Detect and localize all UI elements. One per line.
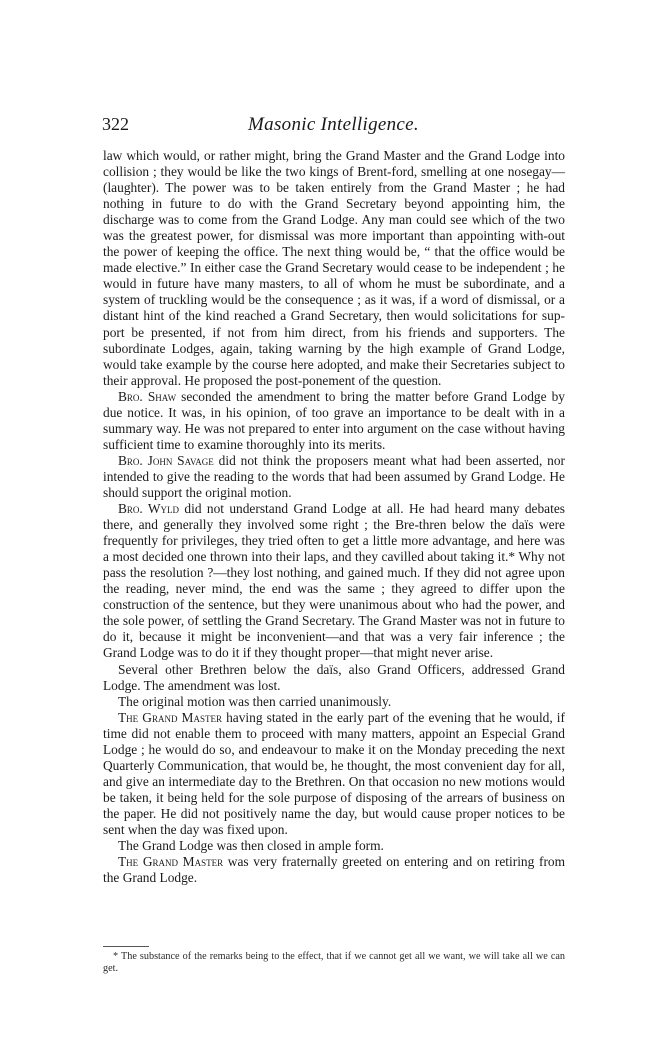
paragraph-text: did not think the proposers meant what had been asserted, nor intended to give the reading to the words that had been assumed by Grand Lodge. He should support the original motion. — [103, 452, 565, 500]
paragraph-text: having stated in the early part of the evening that he would, if time did not enable them to proceed with many matters, appoint an Especial Grand Lodge ; he would do so, and endeavour to make it on the Monday preceding the next Quarterly Communication, that would be, he thought, the most convenient day for all, and give an intermediate day to the Brethren. On that occasion no new motions would be taken, it being held for the sole purpose of disposing of the arrears of business on the paper. He did not positively name the day, but would cause proper notices to be sent when the day was fixed upon. — [103, 709, 565, 837]
paragraph-text: Several other Brethren below the daïs, also Grand Officers, addressed Grand Lodge. The amendment was lost. — [103, 661, 565, 693]
speaker-name: Bro. Wyld — [118, 501, 180, 517]
speaker-name: The Grand Master — [118, 854, 224, 870]
paragraph — [103, 389, 565, 453]
speaker-name: The Grand Master — [118, 709, 222, 725]
footnote — [103, 951, 565, 974]
footnote-text: * The substance of the remarks being to the effect, that if we cannot get all we want, we will take all we can get. — [103, 951, 565, 974]
paragraph — [103, 694, 565, 710]
speaker-name: Bro. Shaw — [118, 388, 177, 404]
paragraph-text: law which would, or rather might, bring the Grand Master and the Grand Lodge into collision ; they would be like the two kings of Brent-ford, smelling at one nosegay—(laughter). The power was to be taken entirely from the Grand Master ; he had nothing in future to do with the Grand Secretary beyond appointing him, the discharge was to come from the Grand Lodge. Any man could see which of the two was the greatest power, for dismissal was more important than appointing with-out the power of keeping the office. The next thing would be, “ that the office would be made elective.” In either case the Grand Secretary would cease to be independent ; he would in future have many masters, to all of whom he must be subordinate, and a system of truckling would be the consequence ; as it was, if a word of dismissal, or a distant hint of the kind reached a Grand Secretary, then would solicitations for sup-port be presented, if not from him direct, from his friends and supporters. The subordinate Lodges, again, taking warning by the high example of Grand Lodge, would take example by the course here adopted, and make their Secretaries subject to their approval. He proposed the post-ponement of the question. — [103, 148, 565, 388]
paragraph-text: The original motion was then carried unanimously. — [118, 693, 392, 709]
page-number: 322 — [102, 114, 129, 134]
paragraph — [103, 148, 565, 389]
paragraph-text: was very fraternally greeted on entering and on retiring from the Grand Lodge. — [103, 854, 566, 886]
page-header — [102, 114, 565, 138]
paragraph — [103, 453, 565, 501]
paragraph — [103, 838, 565, 854]
paragraph-text: seconded the amendment to bring the matter before Grand Lodge by due notice. It was, in his opinion, of too grave an importance to be dealt with in a summary way. He was not prepared to enter into argument on the case without having sufficient time to examine thoroughly into its merits. — [103, 388, 565, 452]
article-body — [103, 148, 565, 886]
running-title: Masonic Intelligence. — [248, 114, 419, 135]
paragraph-text: did not understand Grand Lodge at all. He had heard many debates there, and generally they involved some right ; the Bre-thren below the daïs were frequently for privileges, they tried often to get a little more advantage, and here was a most decided one thrown into their laps, and they cavilled about taking it.* Why not pass the resolution ?—they lost nothing, and gained much. If they did not agree upon the reading, never mind, the end was the same ; they agreed to differ upon the construction of the sentence, but they were unanimous about who had the power, and the sole power, of settling the Grand Secretary. The Grand Master was not in future to do it, because it might be inconvenient—and that was a very fair inference ; the Grand Lodge was to do it if they thought proper—that might never arise. — [103, 501, 565, 661]
speaker-name: Bro. John Savage — [118, 452, 214, 468]
paragraph-text: The Grand Lodge was then closed in ample form. — [118, 838, 384, 854]
paragraph — [103, 501, 565, 661]
paragraph — [103, 710, 565, 838]
footnote-rule — [103, 946, 149, 947]
paragraph — [103, 854, 565, 886]
paragraph — [103, 662, 565, 694]
